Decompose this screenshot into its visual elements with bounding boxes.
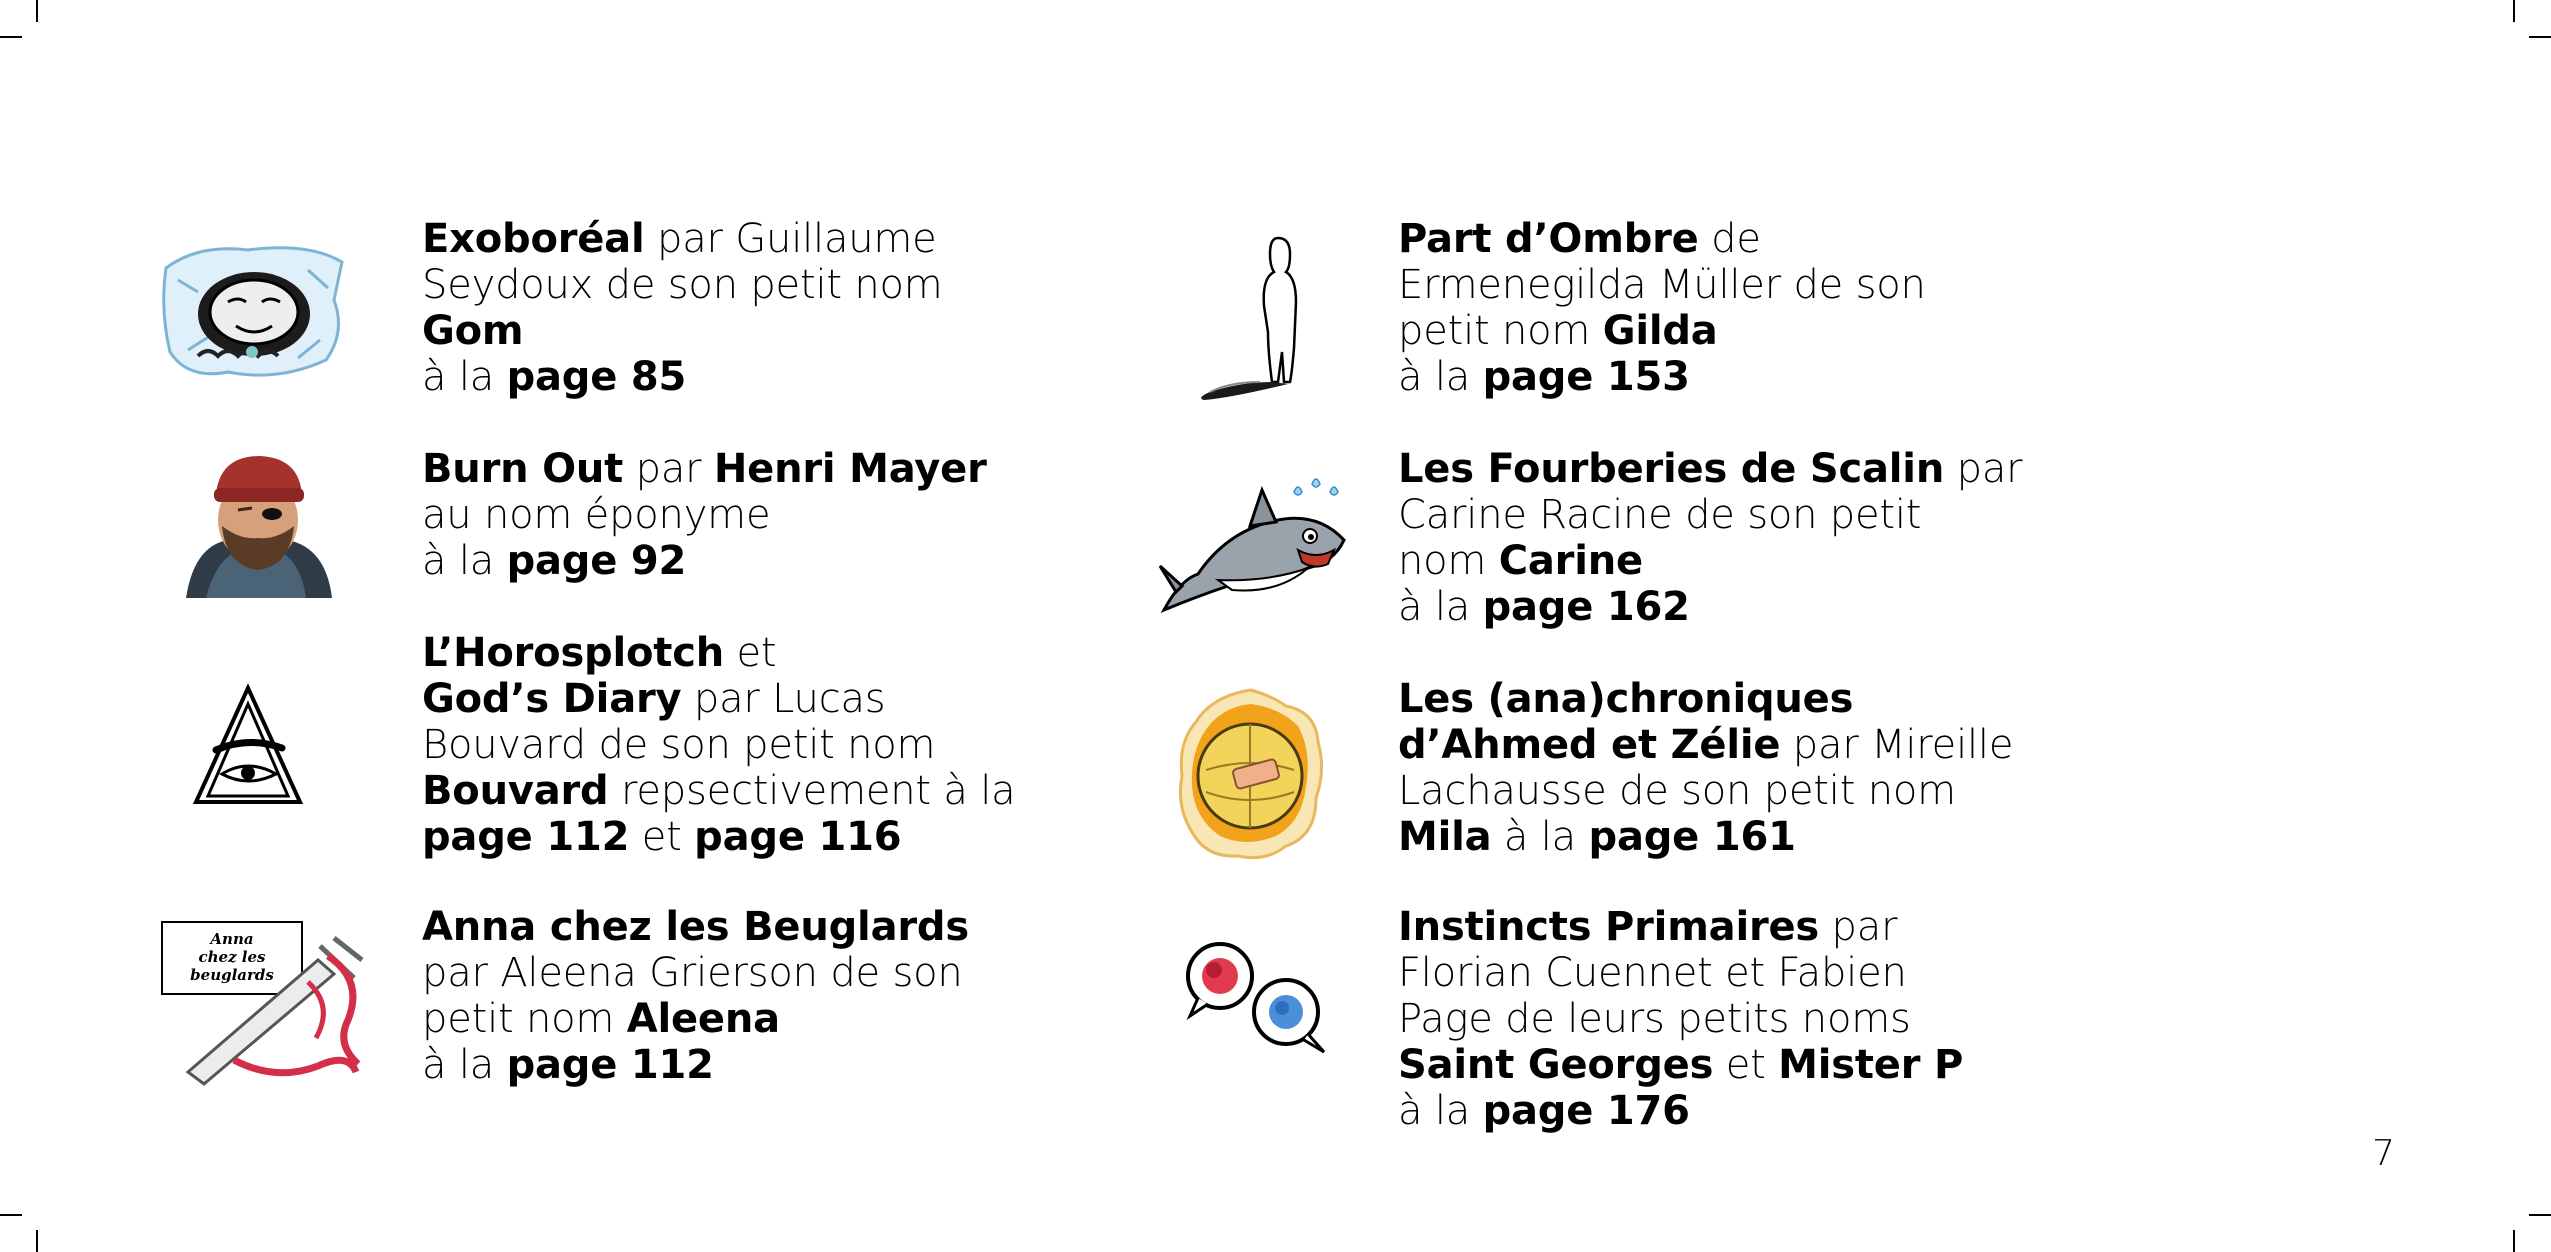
entry-exoboreal: Exoboréal par Guillaume Seydoux de son petit nom Gom à la page 85 [422,216,943,400]
crop-mark-top-right-v [2513,0,2515,22]
red-blue-speech-bubbles-icon [1184,936,1332,1056]
crop-mark-bottom-left-v [36,1230,38,1252]
entry-instincts-primaires: Instincts Primaires par Florian Cuennet et Fabien Page de leurs petits noms Saint Georges et Mister P à la page 176 [1398,904,1964,1134]
bearded-man-portrait-icon [176,448,338,598]
entry-anna-chez-les-beuglards: Anna chez les Beuglards par Aleena Grierson de son petit nom Aleena à la page 112 [422,904,969,1088]
entry-burn-out: Burn Out par Henri Mayer au nom éponyme à la page 92 [422,446,987,584]
crop-mark-top-left-h [0,36,22,38]
entry-part-d-ombre: Part d’Ombre de Ermenegilda Müller de son petit nom Gilda à la page 153 [1398,216,1926,400]
sign-text-line-3: beuglards [190,966,274,984]
crop-mark-bottom-left-h [0,1214,22,1216]
entry-ana-chroniques: Les (ana)chroniques d’Ahmed et Zélie par Mireille Lachausse de son petit nom Mila à la page 161 [1398,676,2014,860]
entry-horosplotch: L’Horosplotch et God’s Diary par Lucas Bouvard de son petit nom Bouvard repsectivement à la page 112 et page 116 [422,630,1016,860]
anna-sign-sword-ribbon-icon [158,916,376,1088]
crop-mark-bottom-right-h [2529,1214,2551,1216]
crop-mark-bottom-right-v [2513,1230,2515,1252]
sweating-shark-icon [1158,470,1350,618]
sign-text-line-2: chez les [198,948,266,966]
entry-fourberies-de-scalin: Les Fourberies de Scalin par Carine Racine de son petit nom Carine à la page 162 [1398,446,2023,630]
golden-bandaged-ball-icon [1176,686,1326,862]
eye-in-triangle-icon [192,684,304,806]
shadow-silhouette-icon [1190,232,1310,400]
sign-text-line-1: Anna [210,930,254,948]
page-number: 7 [2372,1133,2395,1174]
crop-mark-top-right-h [2529,36,2551,38]
gom-face-in-ice-icon [158,240,350,386]
crop-mark-top-left-v [36,0,38,22]
